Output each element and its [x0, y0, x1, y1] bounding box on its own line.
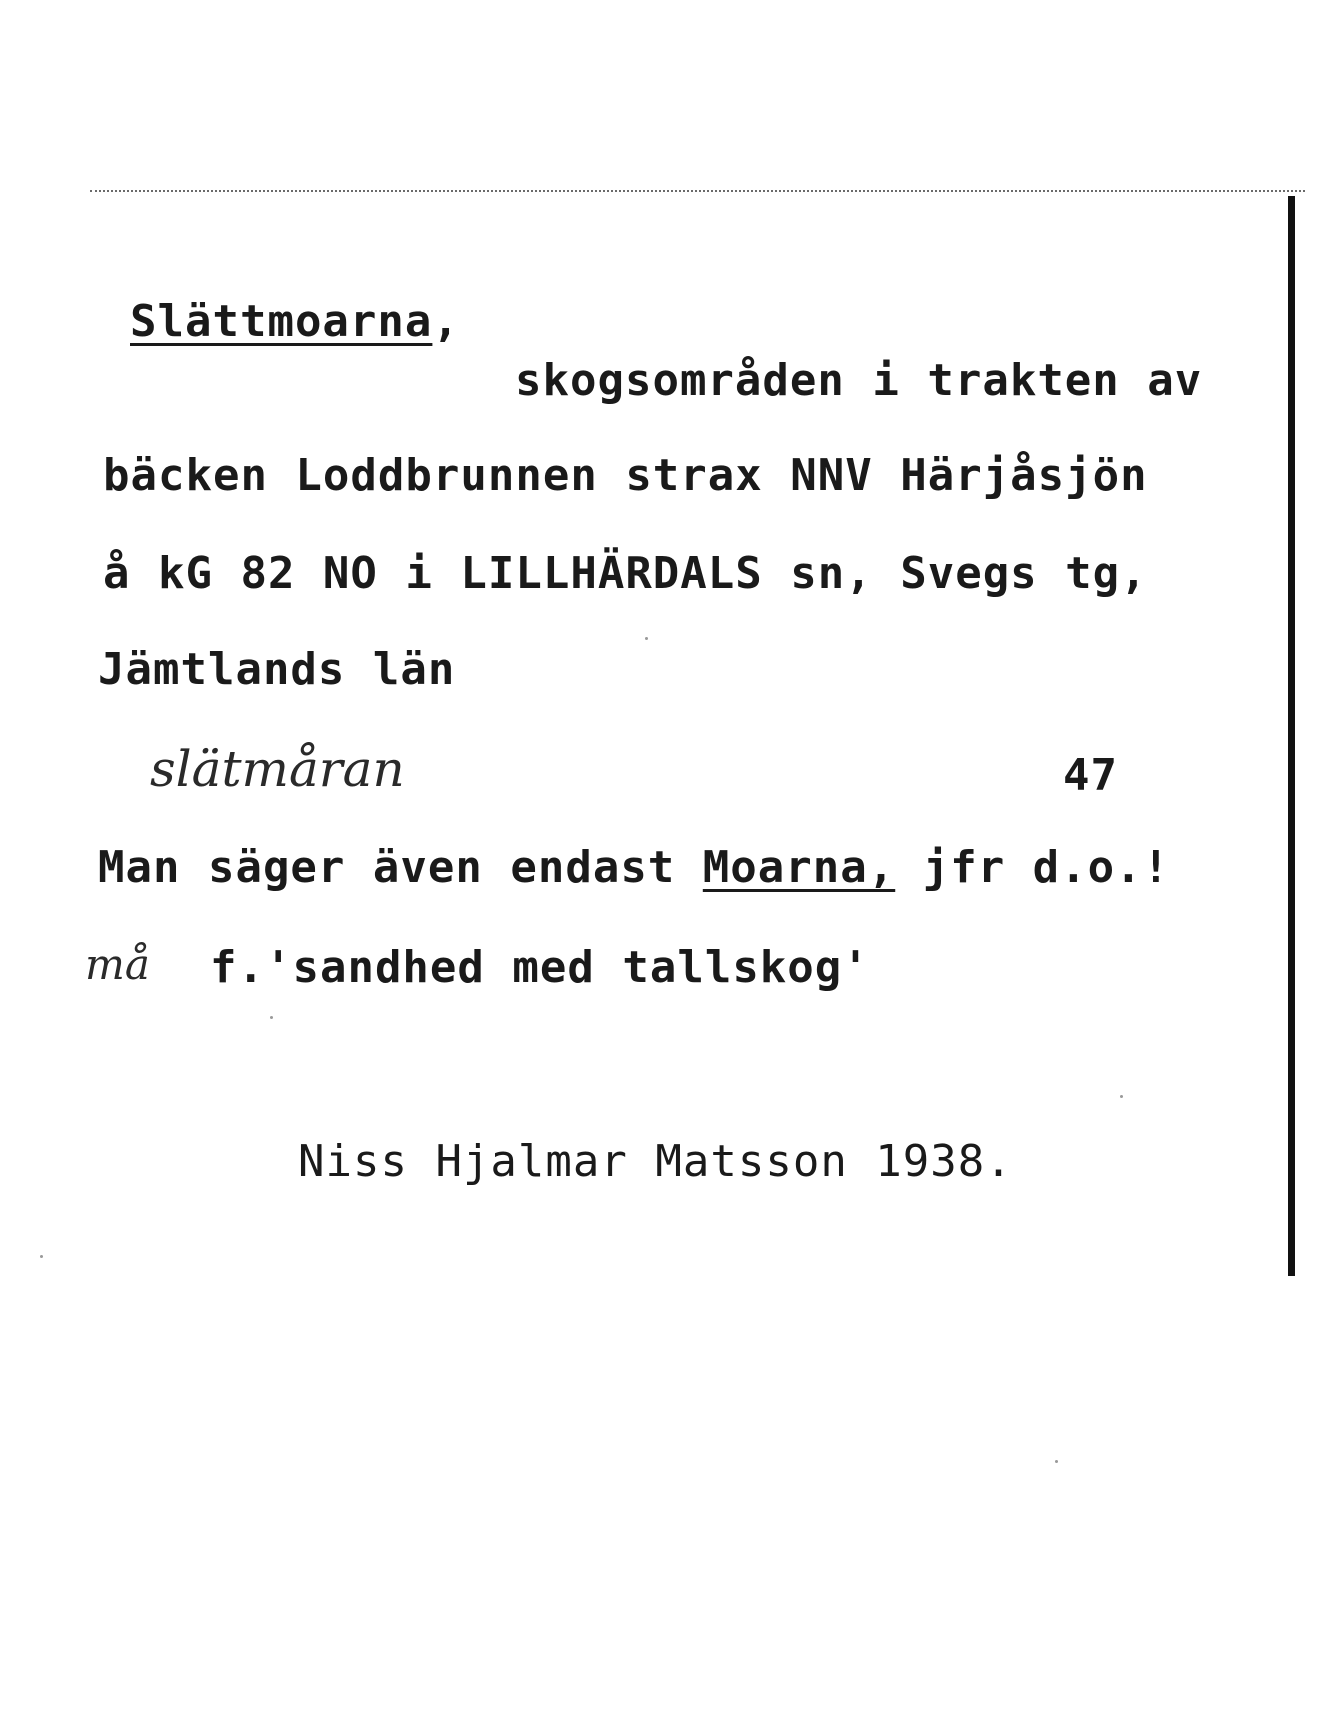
scan-speck — [645, 637, 648, 640]
scan-speck — [40, 1255, 43, 1258]
note-text-b: jfr d.o.! — [895, 842, 1171, 893]
handwritten-phonetic: slätmåran — [150, 740, 405, 798]
card-top-edge — [90, 190, 1305, 192]
card-number: 47 — [1063, 750, 1118, 801]
headword-line — [130, 296, 460, 347]
meaning-line: f.'sandhed med tallskog' — [210, 942, 870, 993]
definition-line-3: å kG 82 NO i LILLHÄRDALS sn, Svegs tg, — [103, 548, 1148, 599]
scan-speck — [270, 1016, 273, 1019]
handwritten-phonetic-2: må — [85, 940, 150, 989]
headword: Slättmoarna — [130, 296, 433, 347]
note-word: Moarna, — [702, 842, 896, 893]
scan-speck — [1120, 1095, 1123, 1098]
headword-punct: , — [432, 296, 460, 347]
note-line — [98, 842, 1171, 893]
signature: Niss Hjalmar Matsson 1938. — [298, 1136, 1013, 1187]
definition-line-2: bäcken Loddbrunnen strax NNV Härjåsjön — [103, 450, 1148, 501]
card-right-edge — [1288, 196, 1295, 1276]
note-text-a: Man säger även endast — [98, 842, 703, 893]
definition-line-4: Jämtlands län — [98, 644, 456, 695]
scan-speck — [1055, 1460, 1058, 1463]
definition-line-1: skogsområden i trakten av — [515, 355, 1203, 406]
